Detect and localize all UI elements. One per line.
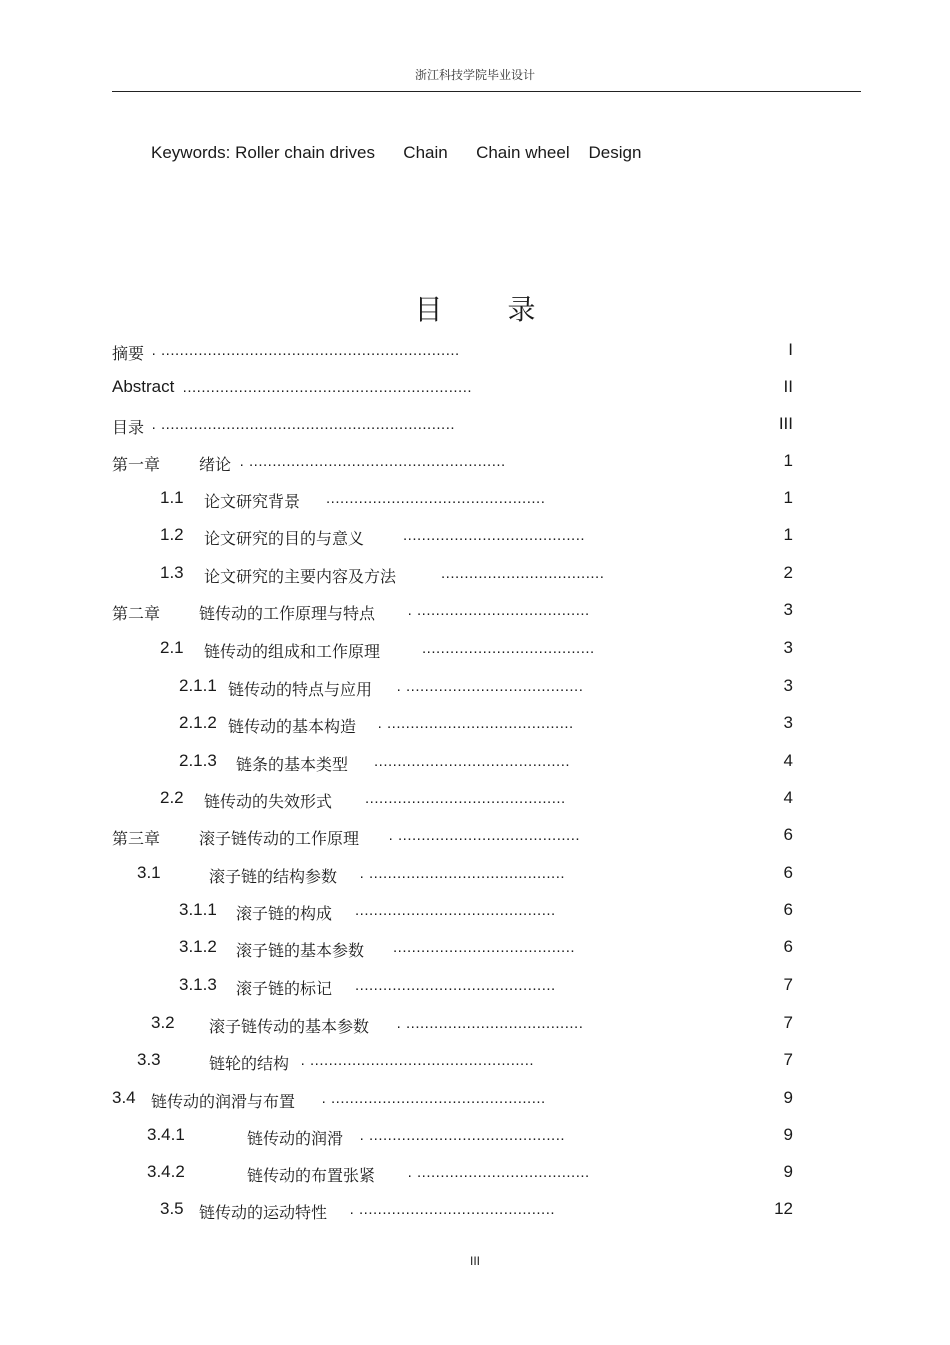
toc-entry-text: 链传动的润滑与布置 (151, 1092, 296, 1111)
toc-entry-text: 滚子链传动的工作原理 (199, 829, 360, 848)
toc-entry-leader: . ................................................................ (147, 342, 460, 359)
toc-entry-text: 滚子链的结构参数 (209, 867, 338, 886)
toc-entry-leader: ................................... (441, 565, 605, 582)
toc-entry-page: II (783, 377, 793, 396)
toc-entry-text: 论文研究背景 (204, 492, 301, 511)
toc-entry-text: 链传动的润滑 (247, 1129, 344, 1148)
toc-entry-leader: . ...................................... (392, 1015, 584, 1032)
keywords-line (151, 143, 641, 163)
toc-entry-number: 3.1.3 (179, 975, 217, 994)
toc-entry-page: 6 (783, 825, 793, 844)
toc-entry-leader: . ........................................ (373, 715, 574, 732)
toc-entry-page: 4 (783, 751, 793, 770)
toc-entry-text: 链传动的特点与应用 (228, 680, 373, 699)
toc-entry[interactable] (0, 788, 950, 812)
toc-entry[interactable] (0, 863, 950, 887)
toc-entry-text: 链传动的失效形式 (204, 792, 333, 811)
page-header-title: 浙江科技学院毕业设计 (414, 68, 535, 82)
toc-entry-text: 滚子链的构成 (236, 904, 333, 923)
toc-entry-page: 7 (783, 975, 793, 994)
toc-entry[interactable] (0, 377, 950, 401)
page-number: III (469, 1254, 480, 1268)
toc-entry-leader: . ...................................... (392, 678, 584, 695)
toc-entry-page: 6 (783, 937, 793, 956)
toc-entry-number: 2.2 (160, 788, 184, 807)
toc-entry-page: 2 (783, 563, 793, 582)
toc-entry[interactable] (0, 488, 950, 512)
toc-entry-page: 1 (783, 488, 793, 507)
toc-entry-number: 3.1.1 (179, 900, 217, 919)
toc-entry[interactable] (0, 1013, 950, 1037)
toc-entry[interactable] (0, 414, 950, 438)
toc-entry-page: 9 (783, 1088, 793, 1107)
toc-entry-leader: .......................................... (374, 753, 571, 770)
toc-entry[interactable] (0, 751, 950, 775)
toc-entry-page: 3 (783, 713, 793, 732)
toc-entry[interactable] (0, 1162, 950, 1186)
toc-entry-page: 12 (774, 1199, 793, 1218)
toc-entry-number: 第三章 (112, 829, 161, 848)
toc-entry[interactable] (0, 1050, 950, 1074)
toc-entry-leader: ....................................... (393, 939, 576, 956)
toc-entry-page: 9 (783, 1162, 793, 1181)
keyword-item: Roller chain drives (235, 143, 375, 162)
toc-entry-text: 目录 (112, 418, 145, 437)
toc-entry-text: 链传动的组成和工作原理 (204, 642, 381, 661)
toc-entry[interactable] (0, 1088, 950, 1112)
toc-entry-text: 链传动的工作原理与特点 (199, 604, 376, 623)
toc-entry-text: 滚子链传动的基本参数 (209, 1017, 370, 1036)
toc-entry-page: 1 (783, 451, 793, 470)
toc-entry-page: I (788, 340, 793, 359)
toc-entry-page: 4 (783, 788, 793, 807)
toc-entry[interactable] (0, 340, 950, 364)
toc-entry-number: 1.2 (160, 525, 184, 544)
keyword-item: Chain (403, 143, 448, 162)
toc-entry-leader: ........................................... (365, 790, 566, 807)
toc-entry-number: 第二章 (112, 604, 161, 623)
toc-entry-leader: .............................................................. (178, 379, 473, 396)
toc-entry-text: 滚子链的基本参数 (236, 941, 365, 960)
header-divider (112, 91, 861, 92)
toc-entry-page: III (778, 414, 793, 433)
toc-entry-page: 3 (783, 676, 793, 695)
toc-entry-number: 3.2 (151, 1013, 175, 1032)
toc-entry-number: 1.3 (160, 563, 184, 582)
toc-entry-leader: . .............................................. (317, 1090, 546, 1107)
toc-entry[interactable] (0, 1125, 950, 1149)
toc-entry[interactable] (0, 900, 950, 924)
toc-entry-page: 1 (783, 525, 793, 544)
toc-entry-number: 2.1.3 (179, 751, 217, 770)
toc-entry-number: 2.1.1 (179, 676, 217, 695)
toc-entry-leader: ........................................... (355, 977, 556, 994)
toc-entry-page: 6 (783, 863, 793, 882)
toc-entry-number: 2.1 (160, 638, 184, 657)
toc-entry-text: 滚子链的标记 (236, 979, 333, 998)
toc-entry-leader: . .......................................... (345, 1201, 556, 1218)
toc-entry-leader: ............................................... (326, 490, 546, 507)
toc-entry[interactable] (0, 975, 950, 999)
toc-entry[interactable] (0, 638, 950, 662)
toc-entry[interactable] (0, 1199, 950, 1223)
toc-entry-leader: . .......................................... (355, 1127, 566, 1144)
toc-entry-text: 摘要 (112, 344, 145, 363)
toc-entry-leader: ..................................... (422, 640, 595, 657)
keyword-item: Design (588, 143, 642, 162)
toc-entry[interactable] (0, 451, 950, 475)
toc-entry-leader: . ................................................ (296, 1052, 535, 1069)
toc-entry-number: 3.4.1 (147, 1125, 185, 1144)
toc-entry-number: 3.4.2 (147, 1162, 185, 1181)
toc-entry-text: 论文研究的主要内容及方法 (204, 567, 397, 586)
toc-entry-page: 9 (783, 1125, 793, 1144)
toc-entry-leader: . ..................................... (403, 602, 590, 619)
toc-entry-number: 1.1 (160, 488, 184, 507)
toc-entry-leader: ........................................... (355, 902, 556, 919)
toc-entry-leader: . ..................................... (403, 1164, 590, 1181)
toc-entry-text: 绪论 (199, 455, 232, 474)
toc-entry[interactable] (0, 825, 950, 849)
toc-entry-text: 链传动的运动特性 (199, 1203, 328, 1222)
toc-entry-leader: . ....................................................... (235, 453, 506, 470)
toc-entry-number: 3.3 (137, 1050, 161, 1069)
toc-entry-number: 3.4 (112, 1088, 136, 1107)
toc-entry-leader: . ....................................... (384, 827, 581, 844)
toc-entry-text: 论文研究的目的与意义 (204, 529, 365, 548)
toc-entry[interactable] (0, 676, 950, 700)
toc-entry[interactable] (0, 600, 950, 624)
toc-entry[interactable] (0, 525, 950, 549)
toc-entry-number: 3.5 (160, 1199, 184, 1218)
toc-entry-page: 3 (783, 600, 793, 619)
toc-entry-leader: . ............................................................... (147, 416, 456, 433)
toc-entry-text: 链条的基本类型 (236, 755, 349, 774)
toc-entry-number: 第一章 (112, 455, 161, 474)
toc-entry-text: Abstract (112, 377, 175, 396)
toc-entry-text: 链轮的结构 (209, 1054, 290, 1073)
toc-entry-leader: . .......................................... (355, 865, 566, 882)
toc-title: 目 录 (414, 293, 564, 326)
toc-entry-page: 7 (783, 1050, 793, 1069)
toc-entry-leader: ....................................... (403, 527, 586, 544)
toc-entry-page: 7 (783, 1013, 793, 1032)
toc-entry-page: 3 (783, 638, 793, 657)
keywords-label: Keywords: (151, 143, 231, 162)
toc-entry[interactable] (0, 563, 950, 587)
toc-entry[interactable] (0, 937, 950, 961)
toc-entry-number: 3.1 (137, 863, 161, 882)
toc-entry[interactable] (0, 713, 950, 737)
toc-entry-text: 链传动的基本构造 (228, 717, 357, 736)
toc-entry-number: 2.1.2 (179, 713, 217, 732)
keyword-item: Chain wheel (476, 143, 570, 162)
toc-entry-page: 6 (783, 900, 793, 919)
toc-entry-number: 3.1.2 (179, 937, 217, 956)
toc-entry-text: 链传动的布置张紧 (247, 1166, 376, 1185)
